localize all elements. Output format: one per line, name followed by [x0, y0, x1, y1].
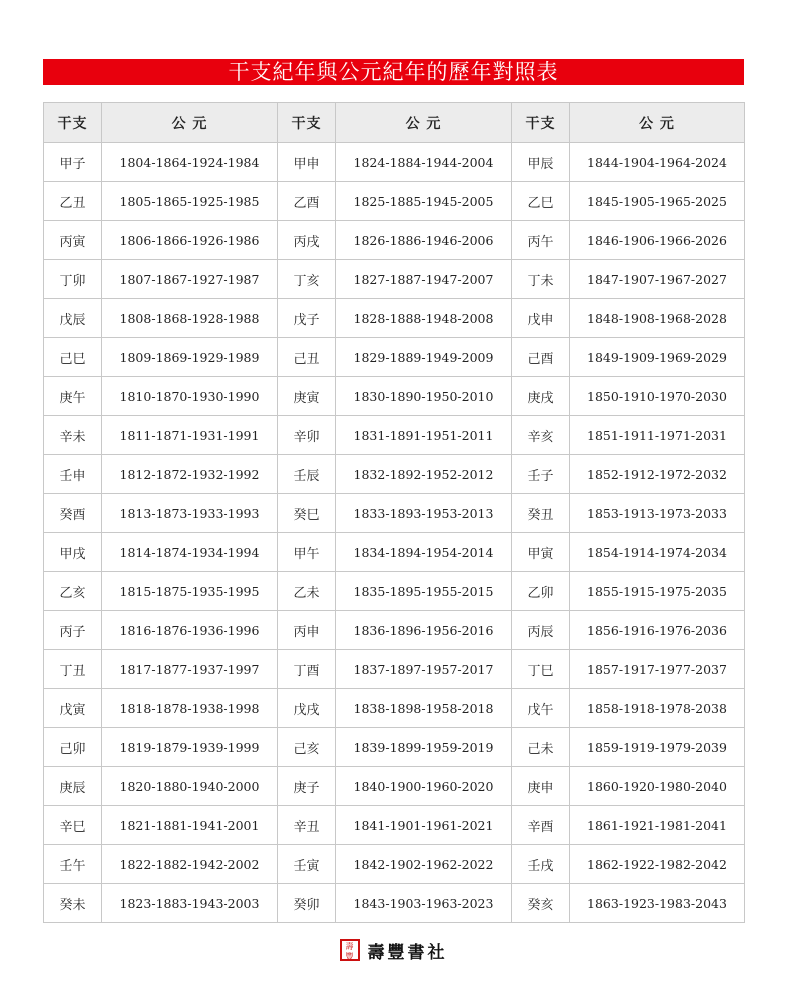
table-row	[44, 260, 745, 299]
ganzhi-cell: 己卯	[44, 728, 102, 767]
table-row	[44, 338, 745, 377]
gongyuan-years-cell: 1845-1905-1965-2025	[570, 182, 745, 221]
gongyuan-years-cell: 1828-1888-1948-2008	[336, 299, 512, 338]
ganzhi-cell: 辛卯	[278, 416, 336, 455]
gongyuan-years-cell: 1842-1902-1962-2022	[336, 845, 512, 884]
ganzhi-cell: 丁卯	[44, 260, 102, 299]
ganzhi-cell: 戊子	[278, 299, 336, 338]
gongyuan-years-cell: 1843-1903-1963-2023	[336, 884, 512, 923]
gongyuan-years-cell: 1831-1891-1951-2011	[336, 416, 512, 455]
ganzhi-cell: 丁丑	[44, 650, 102, 689]
gongyuan-years-cell: 1818-1878-1938-1998	[102, 689, 278, 728]
ganzhi-cell: 己巳	[44, 338, 102, 377]
gongyuan-years-cell: 1826-1886-1946-2006	[336, 221, 512, 260]
header-gongyuan-3: 公 元	[570, 103, 745, 143]
ganzhi-cell: 辛巳	[44, 806, 102, 845]
ganzhi-cell: 己丑	[278, 338, 336, 377]
ganzhi-cell: 丙戌	[278, 221, 336, 260]
seal-stamp-icon: 壽豐	[340, 939, 360, 961]
gongyuan-years-cell: 1840-1900-1960-2020	[336, 767, 512, 806]
ganzhi-cell: 乙丑	[44, 182, 102, 221]
ganzhi-cell: 乙未	[278, 572, 336, 611]
gongyuan-years-cell: 1855-1915-1975-2035	[570, 572, 745, 611]
ganzhi-cell: 庚寅	[278, 377, 336, 416]
gongyuan-years-cell: 1863-1923-1983-2043	[570, 884, 745, 923]
table-row	[44, 767, 745, 806]
gongyuan-years-cell: 1852-1912-1972-2032	[570, 455, 745, 494]
ganzhi-year-table	[43, 102, 745, 923]
gongyuan-years-cell: 1861-1921-1981-2041	[570, 806, 745, 845]
gongyuan-years-cell: 1804-1864-1924-1984	[102, 143, 278, 182]
gongyuan-years-cell: 1827-1887-1947-2007	[336, 260, 512, 299]
ganzhi-cell: 庚戌	[512, 377, 570, 416]
gongyuan-years-cell: 1822-1882-1942-2002	[102, 845, 278, 884]
gongyuan-years-cell: 1848-1908-1968-2028	[570, 299, 745, 338]
gongyuan-years-cell: 1806-1866-1926-1986	[102, 221, 278, 260]
gongyuan-years-cell: 1837-1897-1957-2017	[336, 650, 512, 689]
page-title: 干支紀年與公元紀年的歷年對照表	[43, 59, 744, 85]
table-row	[44, 611, 745, 650]
ganzhi-cell: 戊午	[512, 689, 570, 728]
header-gongyuan-2: 公 元	[336, 103, 512, 143]
ganzhi-cell: 庚子	[278, 767, 336, 806]
ganzhi-cell: 壬戌	[512, 845, 570, 884]
gongyuan-years-cell: 1835-1895-1955-2015	[336, 572, 512, 611]
ganzhi-cell: 丙子	[44, 611, 102, 650]
ganzhi-cell: 丁巳	[512, 650, 570, 689]
gongyuan-years-cell: 1829-1889-1949-2009	[336, 338, 512, 377]
ganzhi-cell: 乙亥	[44, 572, 102, 611]
table-row	[44, 845, 745, 884]
gongyuan-years-cell: 1830-1890-1950-2010	[336, 377, 512, 416]
table-row	[44, 533, 745, 572]
gongyuan-years-cell: 1836-1896-1956-2016	[336, 611, 512, 650]
gongyuan-years-cell: 1824-1884-1944-2004	[336, 143, 512, 182]
gongyuan-years-cell: 1833-1893-1953-2013	[336, 494, 512, 533]
gongyuan-years-cell: 1823-1883-1943-2003	[102, 884, 278, 923]
ganzhi-cell: 戊戌	[278, 689, 336, 728]
publisher-brand: 壽豐書社	[367, 942, 448, 963]
ganzhi-cell: 甲午	[278, 533, 336, 572]
ganzhi-cell: 甲申	[278, 143, 336, 182]
ganzhi-cell: 壬午	[44, 845, 102, 884]
ganzhi-cell: 丙寅	[44, 221, 102, 260]
gongyuan-years-cell: 1815-1875-1935-1995	[102, 572, 278, 611]
gongyuan-years-cell: 1841-1901-1961-2021	[336, 806, 512, 845]
header-ganzhi-2: 干支	[278, 103, 336, 143]
gongyuan-years-cell: 1856-1916-1976-2036	[570, 611, 745, 650]
ganzhi-cell: 壬申	[44, 455, 102, 494]
gongyuan-years-cell: 1811-1871-1931-1991	[102, 416, 278, 455]
ganzhi-cell: 丙午	[512, 221, 570, 260]
gongyuan-years-cell: 1825-1885-1945-2005	[336, 182, 512, 221]
ganzhi-cell: 乙酉	[278, 182, 336, 221]
ganzhi-cell: 甲寅	[512, 533, 570, 572]
table-row	[44, 650, 745, 689]
ganzhi-cell: 辛酉	[512, 806, 570, 845]
ganzhi-cell: 戊申	[512, 299, 570, 338]
ganzhi-cell: 辛未	[44, 416, 102, 455]
table-row	[44, 377, 745, 416]
gongyuan-years-cell: 1838-1898-1958-2018	[336, 689, 512, 728]
ganzhi-cell: 壬辰	[278, 455, 336, 494]
gongyuan-years-cell: 1813-1873-1933-1993	[102, 494, 278, 533]
ganzhi-cell: 壬子	[512, 455, 570, 494]
gongyuan-years-cell: 1808-1868-1928-1988	[102, 299, 278, 338]
ganzhi-cell: 甲子	[44, 143, 102, 182]
gongyuan-years-cell: 1821-1881-1941-2001	[102, 806, 278, 845]
ganzhi-cell: 戊寅	[44, 689, 102, 728]
gongyuan-years-cell: 1809-1869-1929-1989	[102, 338, 278, 377]
ganzhi-cell: 己酉	[512, 338, 570, 377]
ganzhi-cell: 丁未	[512, 260, 570, 299]
gongyuan-years-cell: 1847-1907-1967-2027	[570, 260, 745, 299]
ganzhi-cell: 丙申	[278, 611, 336, 650]
table-row	[44, 221, 745, 260]
ganzhi-cell: 癸卯	[278, 884, 336, 923]
ganzhi-cell: 辛丑	[278, 806, 336, 845]
gongyuan-years-cell: 1817-1877-1937-1997	[102, 650, 278, 689]
gongyuan-years-cell: 1858-1918-1978-2038	[570, 689, 745, 728]
gongyuan-years-cell: 1857-1917-1977-2037	[570, 650, 745, 689]
ganzhi-cell: 癸未	[44, 884, 102, 923]
gongyuan-years-cell: 1812-1872-1932-1992	[102, 455, 278, 494]
gongyuan-years-cell: 1814-1874-1934-1994	[102, 533, 278, 572]
ganzhi-cell: 丁酉	[278, 650, 336, 689]
ganzhi-cell: 甲辰	[512, 143, 570, 182]
table-row	[44, 806, 745, 845]
header-ganzhi-3: 干支	[512, 103, 570, 143]
gongyuan-years-cell: 1805-1865-1925-1985	[102, 182, 278, 221]
header-ganzhi-1: 干支	[44, 103, 102, 143]
table-row	[44, 572, 745, 611]
gongyuan-years-cell: 1839-1899-1959-2019	[336, 728, 512, 767]
gongyuan-years-cell: 1850-1910-1970-2030	[570, 377, 745, 416]
ganzhi-cell: 辛亥	[512, 416, 570, 455]
gongyuan-years-cell: 1832-1892-1952-2012	[336, 455, 512, 494]
ganzhi-cell: 丙辰	[512, 611, 570, 650]
ganzhi-cell: 壬寅	[278, 845, 336, 884]
table-row	[44, 299, 745, 338]
ganzhi-cell: 乙卯	[512, 572, 570, 611]
table-row	[44, 416, 745, 455]
gongyuan-years-cell: 1846-1906-1966-2026	[570, 221, 745, 260]
table-row	[44, 182, 745, 221]
ganzhi-cell: 乙巳	[512, 182, 570, 221]
ganzhi-cell: 庚申	[512, 767, 570, 806]
gongyuan-years-cell: 1851-1911-1971-2031	[570, 416, 745, 455]
ganzhi-cell: 癸酉	[44, 494, 102, 533]
footer	[0, 936, 787, 964]
table-row	[44, 143, 745, 182]
gongyuan-years-cell: 1820-1880-1940-2000	[102, 767, 278, 806]
gongyuan-years-cell: 1849-1909-1969-2029	[570, 338, 745, 377]
ganzhi-cell: 庚午	[44, 377, 102, 416]
gongyuan-years-cell: 1807-1867-1927-1987	[102, 260, 278, 299]
gongyuan-years-cell: 1834-1894-1954-2014	[336, 533, 512, 572]
gongyuan-years-cell: 1853-1913-1973-2033	[570, 494, 745, 533]
table-row	[44, 884, 745, 923]
gongyuan-years-cell: 1862-1922-1982-2042	[570, 845, 745, 884]
header-gongyuan-1: 公 元	[102, 103, 278, 143]
ganzhi-cell: 己亥	[278, 728, 336, 767]
ganzhi-cell: 癸巳	[278, 494, 336, 533]
ganzhi-cell: 庚辰	[44, 767, 102, 806]
gongyuan-years-cell: 1859-1919-1979-2039	[570, 728, 745, 767]
ganzhi-cell: 丁亥	[278, 260, 336, 299]
table-row	[44, 455, 745, 494]
gongyuan-years-cell: 1816-1876-1936-1996	[102, 611, 278, 650]
gongyuan-years-cell: 1854-1914-1974-2034	[570, 533, 745, 572]
table-row	[44, 494, 745, 533]
gongyuan-years-cell: 1844-1904-1964-2024	[570, 143, 745, 182]
gongyuan-years-cell: 1819-1879-1939-1999	[102, 728, 278, 767]
ganzhi-cell: 癸亥	[512, 884, 570, 923]
ganzhi-cell: 甲戌	[44, 533, 102, 572]
table-row	[44, 689, 745, 728]
gongyuan-years-cell: 1810-1870-1930-1990	[102, 377, 278, 416]
ganzhi-cell: 己未	[512, 728, 570, 767]
table-row	[44, 728, 745, 767]
gongyuan-years-cell: 1860-1920-1980-2040	[570, 767, 745, 806]
table-header-row	[44, 103, 745, 143]
ganzhi-cell: 戊辰	[44, 299, 102, 338]
ganzhi-cell: 癸丑	[512, 494, 570, 533]
